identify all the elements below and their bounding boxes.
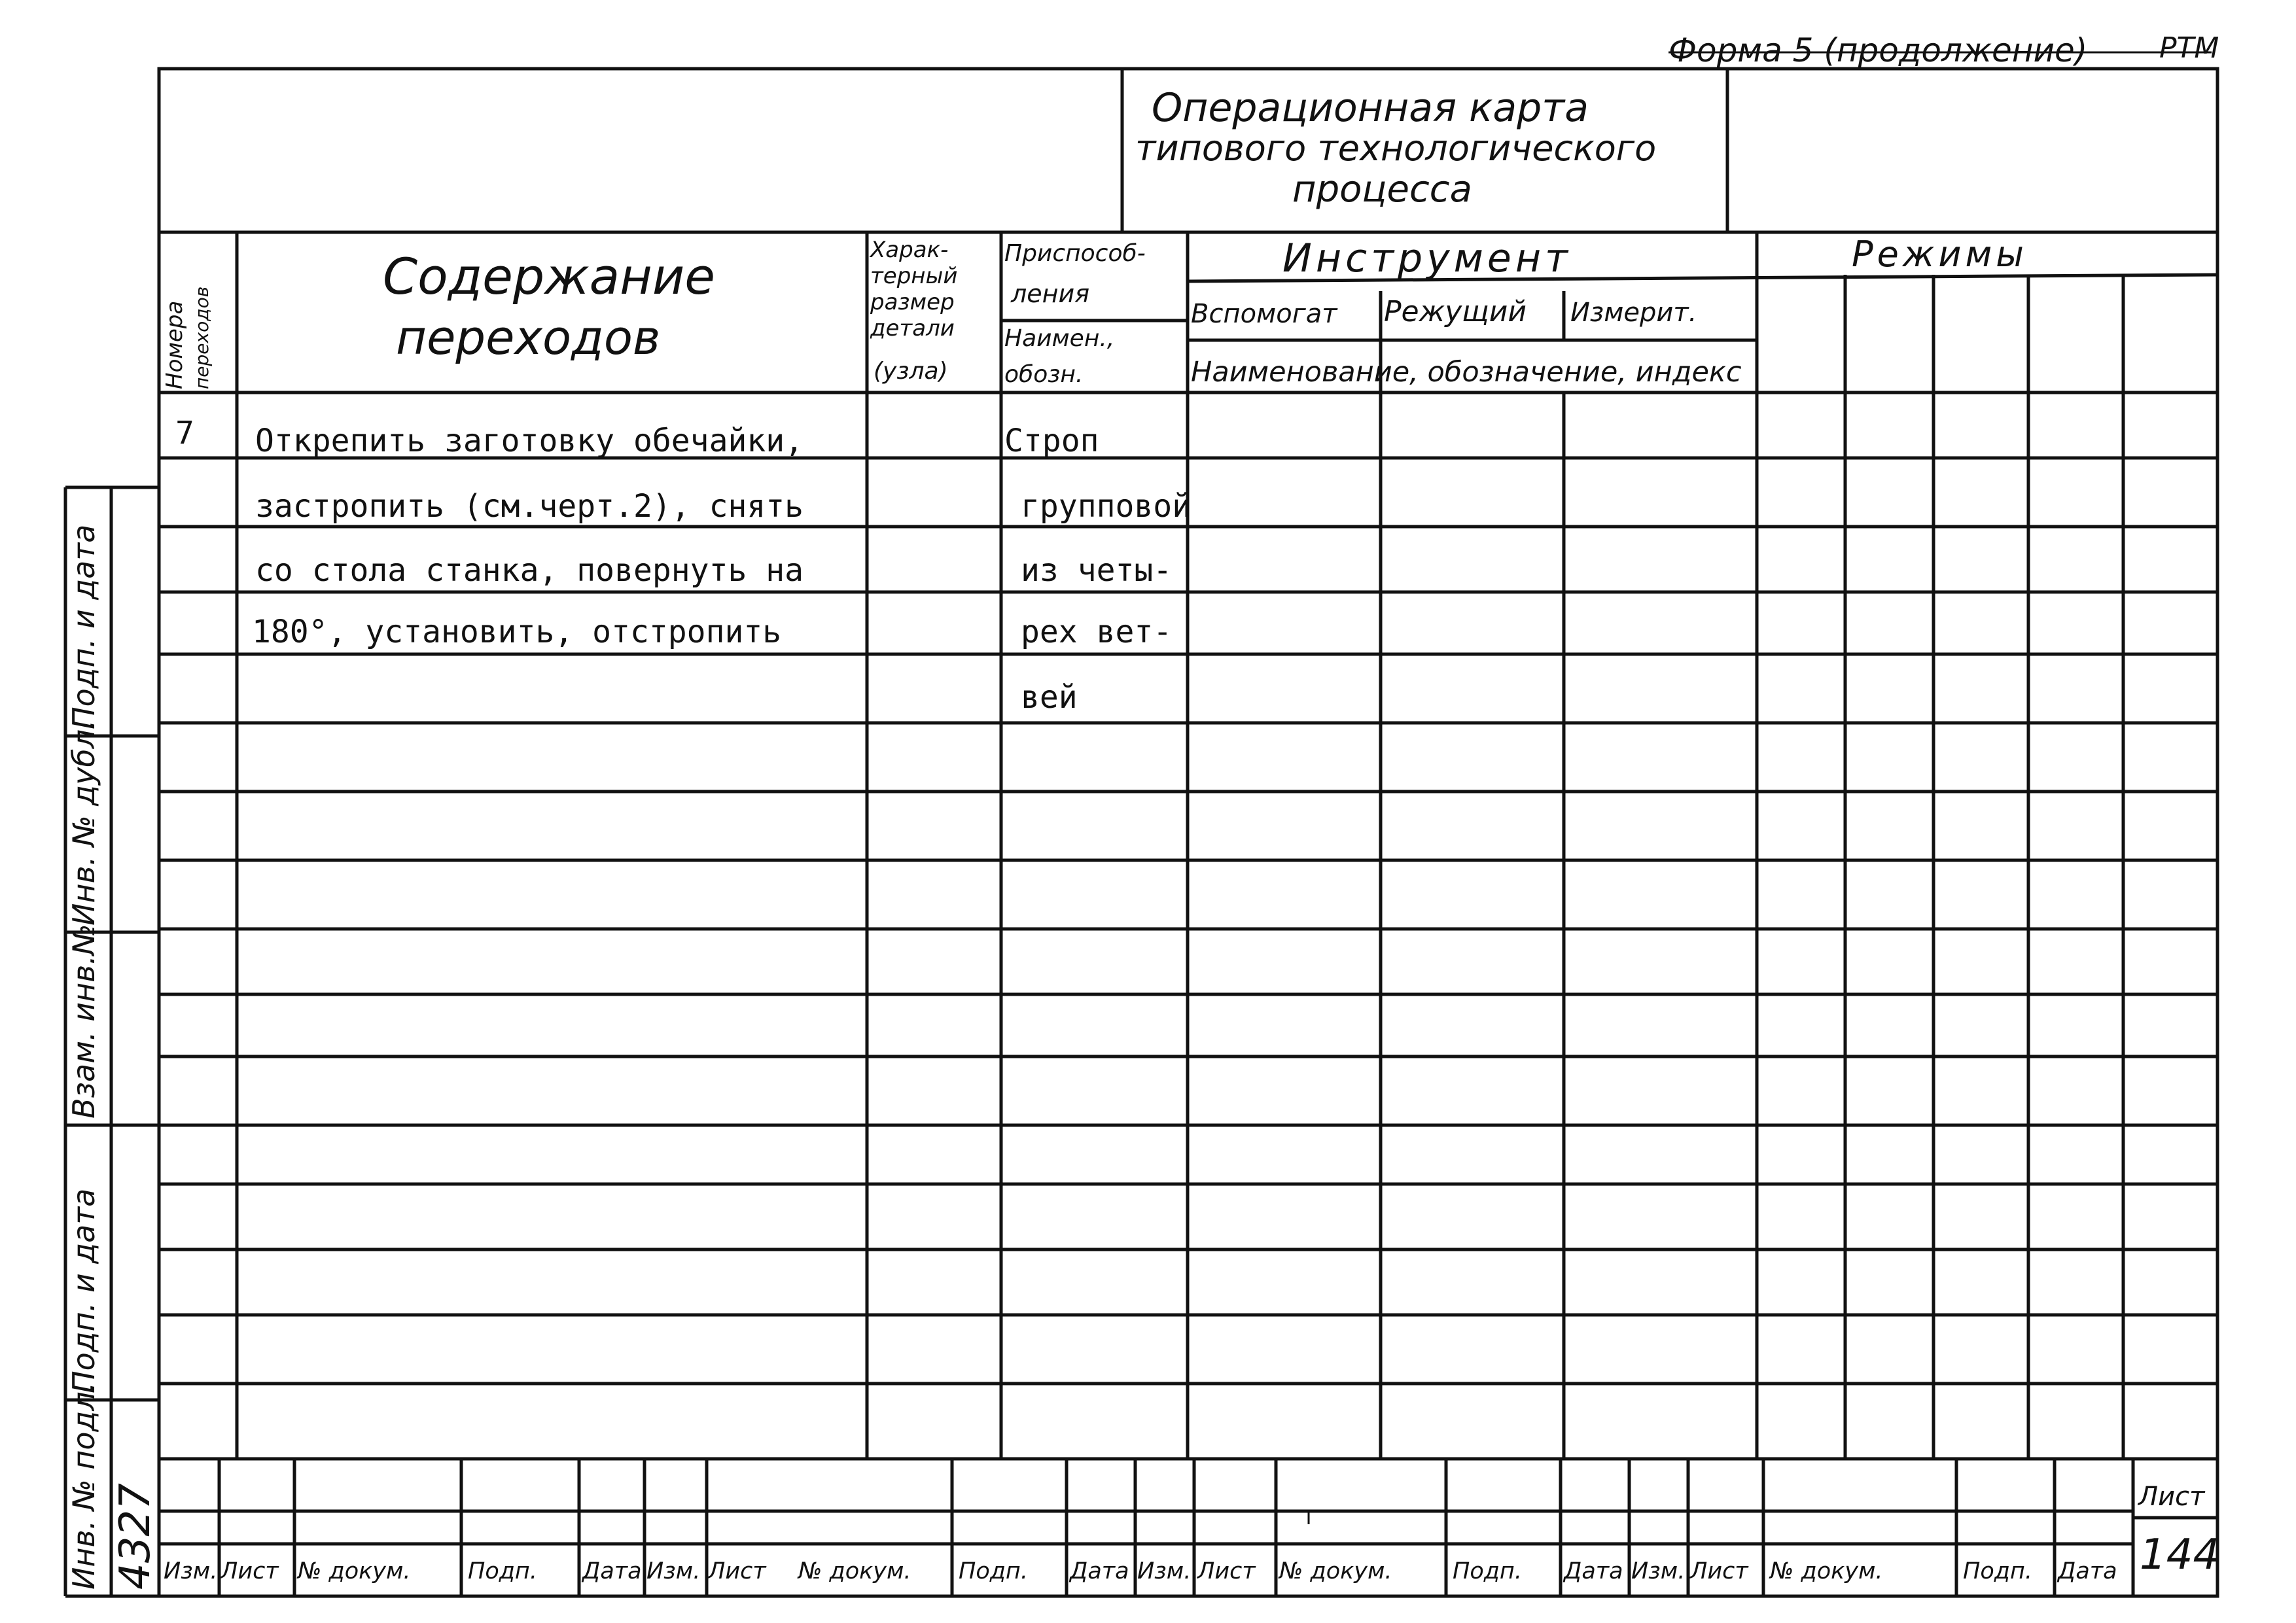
header-tool-meas: Измерит. — [1570, 298, 1697, 328]
header-size-2: терный — [870, 263, 958, 289]
header-size-5: (узла) — [874, 358, 948, 385]
footer-label: Лист — [1197, 1558, 1256, 1584]
header-tool-cut: Режущий — [1384, 295, 1527, 328]
header-fixtures-4: обозн. — [1004, 361, 1084, 388]
row-4-content: 180°, установить, отстропить — [252, 614, 782, 650]
footer-label: Подп. — [959, 1558, 1028, 1584]
header-tool: Инструмент — [1282, 236, 1572, 281]
side-sign-date-1: Подп. и дата — [66, 524, 101, 729]
row-1-content: Открепить заготовку обечайки, — [255, 423, 804, 459]
footer-label: Дата — [1564, 1558, 1623, 1584]
row-3-content: со стола станка, повернуть на — [255, 552, 804, 589]
footer-label: Подп. — [1453, 1558, 1522, 1584]
header-size-4: детали — [870, 315, 955, 341]
header-size-3: размер — [870, 289, 955, 315]
header-num-top: Номера — [162, 300, 188, 389]
header-content-top: Содержание — [383, 247, 715, 305]
side-orig-inv: Инв. № подл. — [66, 1382, 101, 1590]
side-replace-inv: Взам. инв.№ — [66, 924, 101, 1119]
row-4-fixture: рех вет- — [1021, 614, 1173, 650]
footer-label: № докум. — [798, 1558, 911, 1584]
header-num-bottom: переходов — [191, 286, 213, 389]
row-1-fixture: Строп — [1004, 423, 1099, 459]
form-code: РТМ — [2159, 31, 2219, 65]
title-line-2: типового технологического — [1135, 128, 1657, 169]
header-tool-name: Наименование, обозначение, индекс — [1191, 356, 1742, 389]
row-5-fixture: вей — [1021, 679, 1078, 716]
form-label: Форма 5 (продолжение) — [1669, 31, 2088, 69]
header-fixtures-3: Наимен., — [1004, 325, 1115, 352]
header-content-bottom: переходов — [396, 310, 661, 365]
footer-label: Дата — [1070, 1558, 1129, 1584]
footer-label: Дата — [2058, 1558, 2117, 1584]
footer-label: № докум. — [1770, 1558, 1883, 1584]
footer-label: Подп. — [1963, 1558, 2032, 1584]
header-size-1: Харак- — [870, 237, 949, 263]
header-fixtures-1: Приспособ- — [1004, 240, 1146, 267]
footer-label: Подп. — [468, 1558, 537, 1584]
header-fixtures-2: ления — [1011, 279, 1090, 308]
footer-label: Изм. — [1631, 1558, 1686, 1584]
side-sign-date-2: Подп. и дата — [66, 1188, 101, 1393]
title-line-3: процесса — [1292, 168, 1472, 211]
footer-label: Изм. — [1137, 1558, 1192, 1584]
footer-label: № докум. — [298, 1558, 411, 1584]
footer-label: Лист — [221, 1558, 279, 1584]
row-2-content: застропить (см.черт.2), снять — [255, 488, 804, 525]
header-modes: Режимы — [1852, 234, 2028, 275]
footer-label: Лист — [708, 1558, 766, 1584]
sheet-number: 144 — [2140, 1531, 2220, 1579]
footer-label: № докум. — [1279, 1558, 1392, 1584]
footer-label: Изм. — [164, 1558, 218, 1584]
footer-label: Изм. — [646, 1558, 701, 1584]
side-dup-inv: Инв. № дубл. — [66, 720, 101, 926]
footer-label: Лист — [1690, 1558, 1748, 1584]
sheet-label: Лист — [2138, 1482, 2205, 1512]
row-2-fixture: групповой — [1021, 488, 1192, 525]
side-orig-inv-value: 4327 — [111, 1483, 160, 1590]
row-1-num: 7 — [175, 415, 194, 451]
header-tool-aux: Вспомогат — [1191, 299, 1337, 329]
row-3-fixture: из четы- — [1021, 552, 1173, 589]
footer-label: Дата — [582, 1558, 642, 1584]
title-line-1: Операционная карта — [1152, 85, 1589, 131]
